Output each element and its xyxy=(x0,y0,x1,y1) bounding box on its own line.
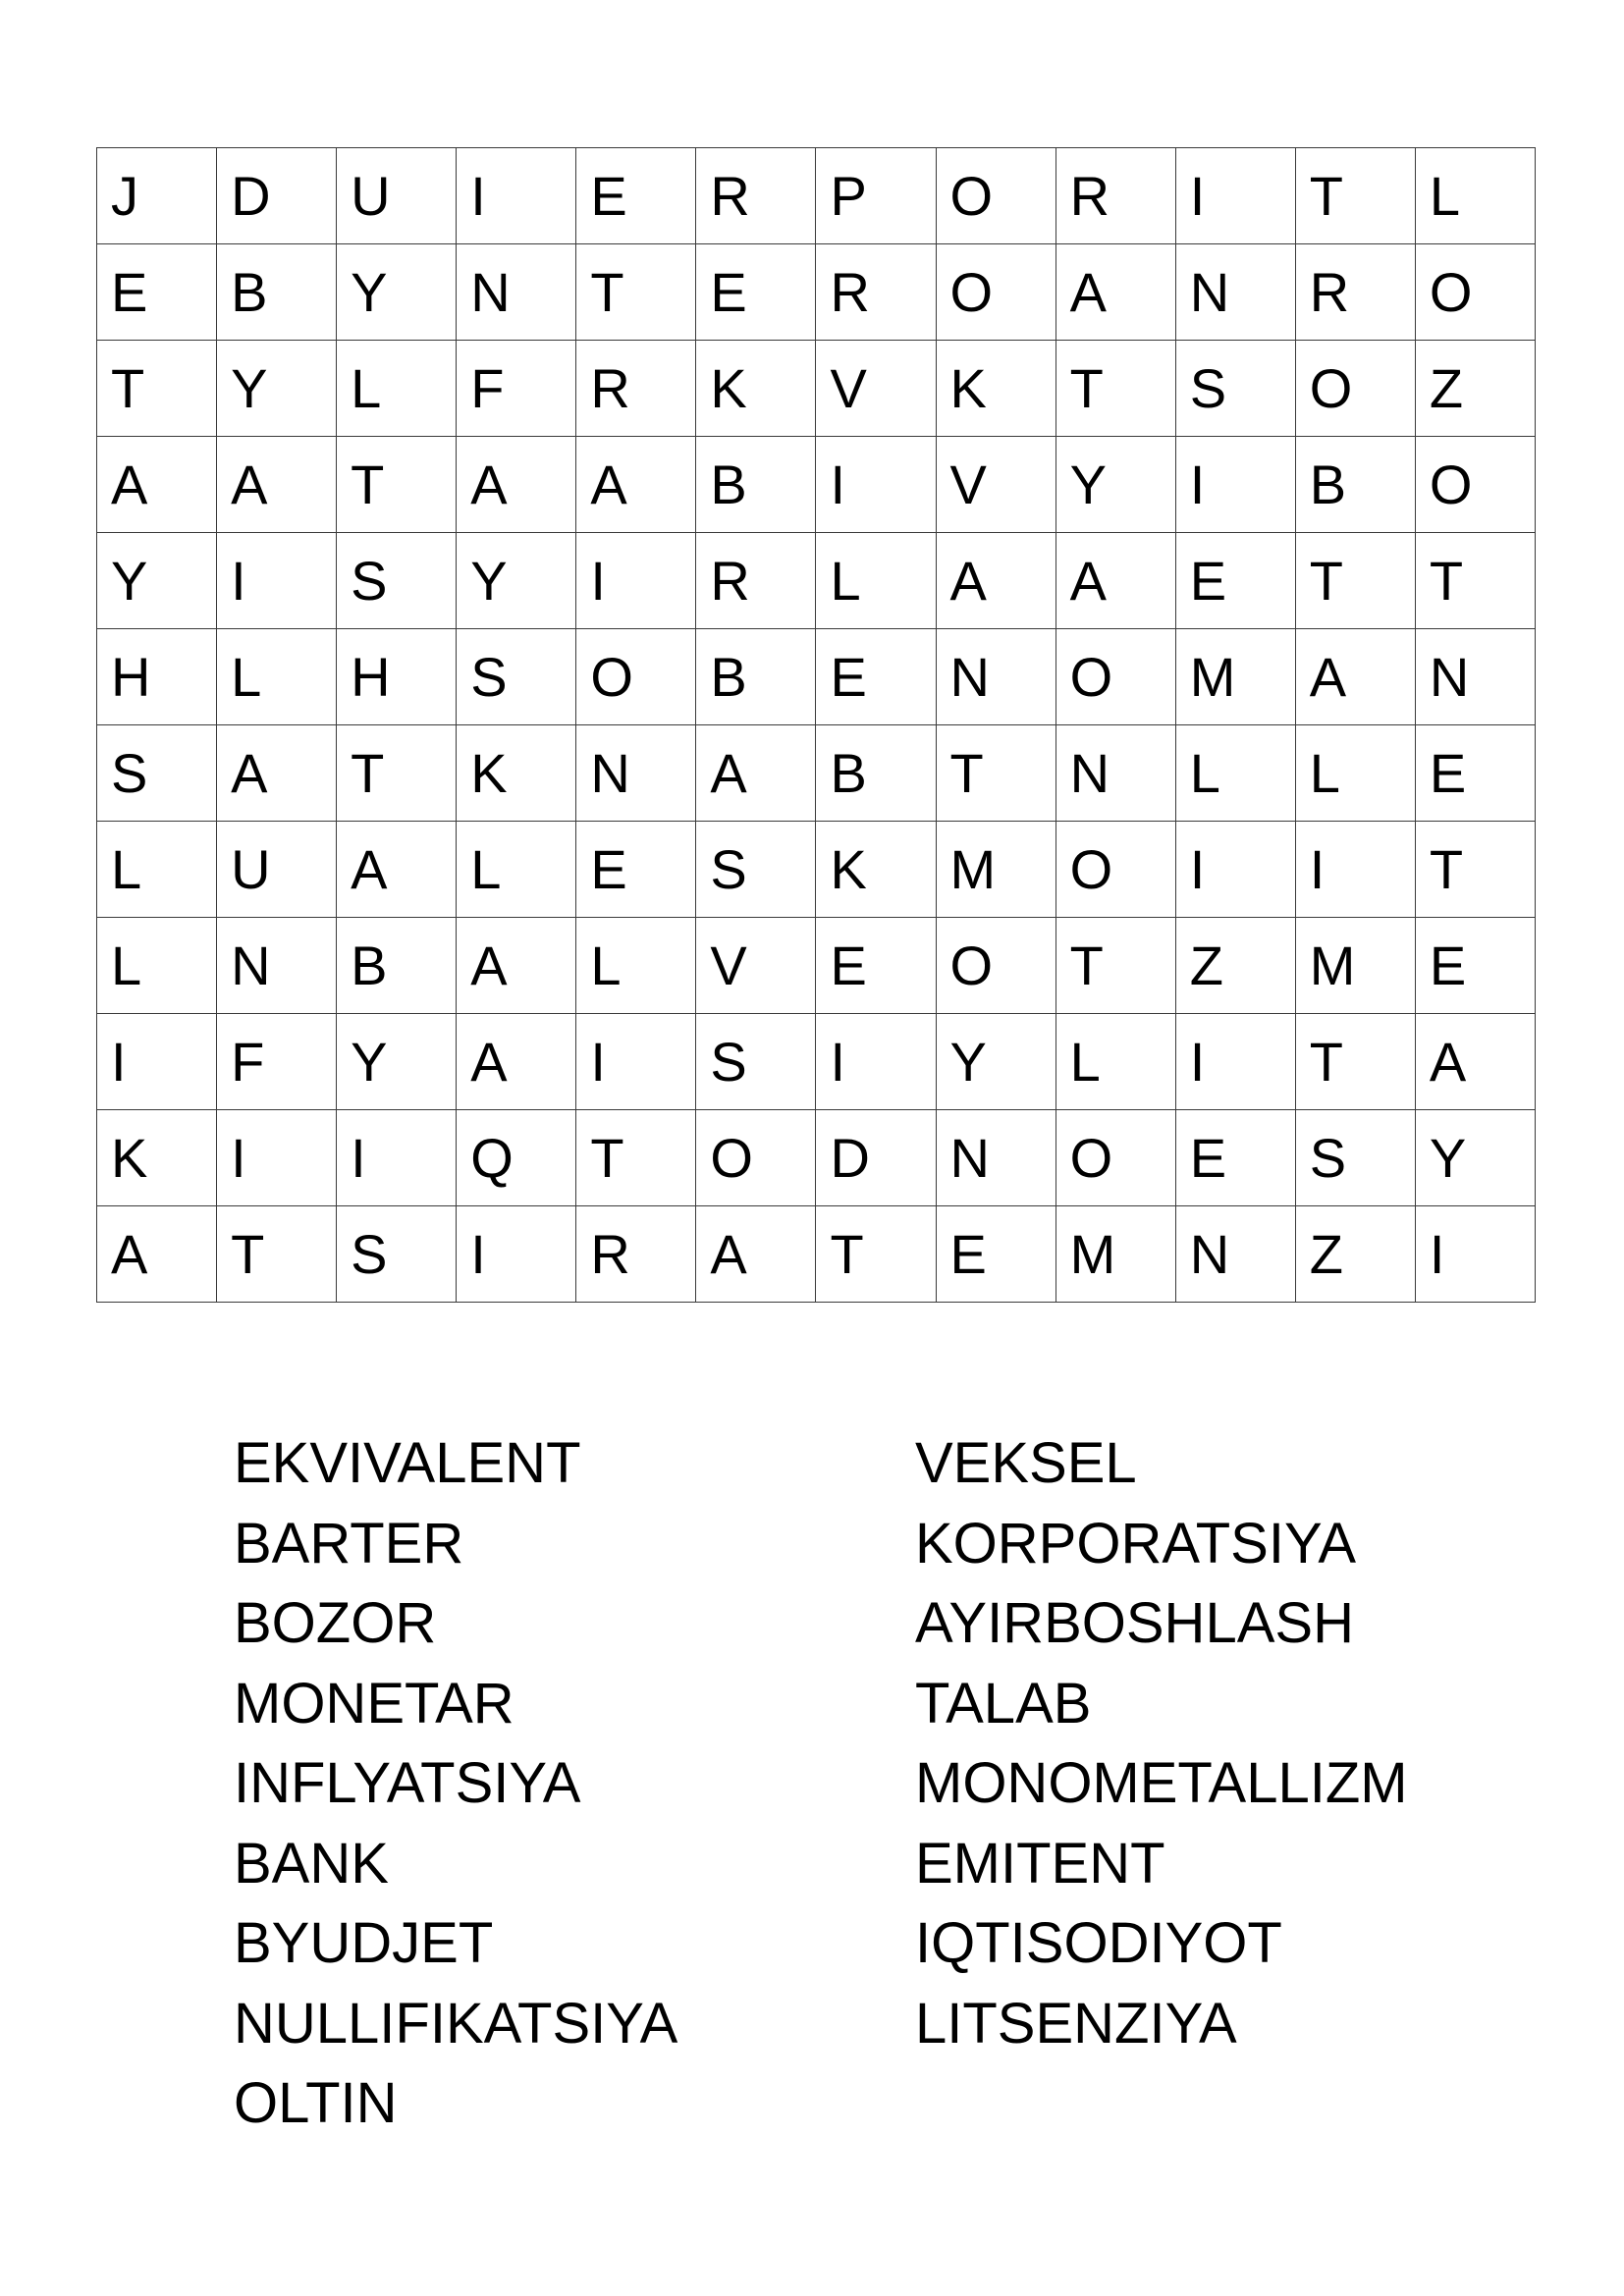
grid-cell: L xyxy=(576,918,696,1014)
grid-cell: Y xyxy=(97,533,217,629)
grid-cell: K xyxy=(97,1110,217,1206)
word-list-item: BOZOR xyxy=(234,1591,437,1655)
grid-cell: K xyxy=(936,341,1056,437)
grid-cell: T xyxy=(576,1110,696,1206)
word-search-grid xyxy=(96,147,1536,1303)
grid-cell: A xyxy=(936,533,1056,629)
grid-cell: L xyxy=(337,341,457,437)
grid-cell: I xyxy=(1415,1206,1535,1303)
grid-cell: Y xyxy=(1056,437,1175,533)
grid-cell: B xyxy=(696,629,816,725)
grid-cell: Y xyxy=(337,1014,457,1110)
grid-cell: N xyxy=(576,725,696,822)
grid-cell: I xyxy=(1295,822,1415,918)
word-list-item: KORPORATSIYA xyxy=(915,1511,1357,1575)
grid-cell: O xyxy=(1056,629,1175,725)
grid-cell: A xyxy=(1056,244,1175,341)
grid-row xyxy=(97,725,1536,822)
grid-cell: D xyxy=(816,1110,936,1206)
grid-cell: I xyxy=(1175,1014,1295,1110)
grid-cell: N xyxy=(1056,725,1175,822)
grid-cell: I xyxy=(217,533,337,629)
word-list-item: VEKSEL xyxy=(915,1431,1137,1495)
word-list-item: MONOMETALLIZM xyxy=(915,1751,1408,1815)
grid-cell: J xyxy=(97,148,217,244)
grid-row xyxy=(97,918,1536,1014)
word-list-item: IQTISODIYOT xyxy=(915,1911,1282,1975)
grid-cell: E xyxy=(1175,1110,1295,1206)
grid-cell: T xyxy=(1056,918,1175,1014)
grid-cell: N xyxy=(1175,244,1295,341)
grid-cell: L xyxy=(1175,725,1295,822)
grid-cell: K xyxy=(457,725,576,822)
grid-cell: I xyxy=(457,148,576,244)
word-list-item: NULLIFIKATSIYA xyxy=(234,1991,678,2056)
grid-cell: S xyxy=(337,1206,457,1303)
grid-cell: A xyxy=(337,822,457,918)
grid-cell: T xyxy=(816,1206,936,1303)
grid-cell: S xyxy=(97,725,217,822)
grid-cell: Y xyxy=(936,1014,1056,1110)
grid-row xyxy=(97,148,1536,244)
grid-row xyxy=(97,629,1536,725)
word-list-item: INFLYATSIYA xyxy=(234,1751,581,1815)
grid-cell: T xyxy=(1056,341,1175,437)
word-list-right xyxy=(915,1423,1408,2063)
grid-cell: Z xyxy=(1175,918,1295,1014)
grid-cell: N xyxy=(1175,1206,1295,1303)
grid-cell: O xyxy=(1056,822,1175,918)
grid-cell: O xyxy=(576,629,696,725)
grid-cell: N xyxy=(936,1110,1056,1206)
grid-cell: F xyxy=(457,341,576,437)
grid-cell: I xyxy=(1175,437,1295,533)
grid-cell: R xyxy=(576,341,696,437)
grid-cell: A xyxy=(97,1206,217,1303)
grid-cell: S xyxy=(1295,1110,1415,1206)
grid-cell: Z xyxy=(1415,341,1535,437)
grid-cell: R xyxy=(816,244,936,341)
grid-cell: N xyxy=(1415,629,1535,725)
word-list-left xyxy=(234,1423,677,2144)
grid-cell: S xyxy=(696,822,816,918)
grid-cell: D xyxy=(217,148,337,244)
grid-cell: A xyxy=(696,725,816,822)
grid-cell: A xyxy=(1056,533,1175,629)
grid-cell: A xyxy=(1415,1014,1535,1110)
grid-cell: B xyxy=(696,437,816,533)
grid-cell: I xyxy=(816,437,936,533)
word-list-item: BYUDJET xyxy=(234,1911,494,1975)
grid-cell: T xyxy=(1295,148,1415,244)
grid-cell: L xyxy=(97,822,217,918)
grid-cell: S xyxy=(1175,341,1295,437)
word-list-item: BANK xyxy=(234,1831,389,1896)
grid-cell: I xyxy=(816,1014,936,1110)
grid-cell: R xyxy=(576,1206,696,1303)
grid-cell: O xyxy=(1415,244,1535,341)
word-list-item: EKVIVALENT xyxy=(234,1431,581,1495)
grid-cell: L xyxy=(1056,1014,1175,1110)
grid-cell: R xyxy=(696,533,816,629)
grid-cell: M xyxy=(1175,629,1295,725)
grid-cell: V xyxy=(936,437,1056,533)
grid-cell: O xyxy=(1056,1110,1175,1206)
grid-cell: U xyxy=(217,822,337,918)
grid-cell: I xyxy=(217,1110,337,1206)
grid-cell: A xyxy=(1295,629,1415,725)
grid-cell: M xyxy=(1295,918,1415,1014)
grid-cell: L xyxy=(1415,148,1535,244)
grid-cell: R xyxy=(1295,244,1415,341)
grid-cell: T xyxy=(337,725,457,822)
grid-row xyxy=(97,1014,1536,1110)
grid-cell: T xyxy=(97,341,217,437)
grid-cell: T xyxy=(576,244,696,341)
grid-cell: B xyxy=(1295,437,1415,533)
grid-cell: I xyxy=(576,533,696,629)
grid-cell: O xyxy=(1415,437,1535,533)
grid-cell: E xyxy=(696,244,816,341)
grid-cell: Z xyxy=(1295,1206,1415,1303)
grid-cell: K xyxy=(696,341,816,437)
grid-cell: E xyxy=(936,1206,1056,1303)
grid-cell: A xyxy=(217,725,337,822)
grid-cell: Y xyxy=(1415,1110,1535,1206)
grid-row xyxy=(97,437,1536,533)
grid-cell: E xyxy=(816,918,936,1014)
grid-cell: S xyxy=(337,533,457,629)
grid-cell: T xyxy=(1415,822,1535,918)
grid-cell: I xyxy=(457,1206,576,1303)
word-list-item: EMITENT xyxy=(915,1831,1165,1896)
grid-row xyxy=(97,1206,1536,1303)
grid-cell: N xyxy=(457,244,576,341)
grid-cell: E xyxy=(1415,918,1535,1014)
grid-cell: L xyxy=(97,918,217,1014)
grid-row xyxy=(97,341,1536,437)
grid-cell: R xyxy=(696,148,816,244)
grid-cell: E xyxy=(816,629,936,725)
grid-cell: R xyxy=(1056,148,1175,244)
grid-cell: T xyxy=(1295,1014,1415,1110)
grid-cell: L xyxy=(457,822,576,918)
grid-cell: A xyxy=(217,437,337,533)
grid-cell: A xyxy=(457,437,576,533)
word-list-item: OLTIN xyxy=(234,2071,398,2135)
grid-cell: S xyxy=(457,629,576,725)
grid-cell: M xyxy=(1056,1206,1175,1303)
grid-cell: E xyxy=(576,822,696,918)
grid-cell: T xyxy=(217,1206,337,1303)
grid-cell: A xyxy=(457,1014,576,1110)
grid-cell: P xyxy=(816,148,936,244)
grid-cell: I xyxy=(1175,148,1295,244)
grid-cell: A xyxy=(696,1206,816,1303)
grid-cell: E xyxy=(97,244,217,341)
word-list-item: LITSENZIYA xyxy=(915,1991,1237,2056)
grid-cell: O xyxy=(936,244,1056,341)
grid-row xyxy=(97,822,1536,918)
grid-cell: H xyxy=(337,629,457,725)
grid-cell: L xyxy=(217,629,337,725)
grid-cell: E xyxy=(576,148,696,244)
grid-cell: T xyxy=(337,437,457,533)
grid-cell: I xyxy=(1175,822,1295,918)
grid-cell: M xyxy=(936,822,1056,918)
word-list-item: BARTER xyxy=(234,1511,464,1575)
grid-cell: T xyxy=(1295,533,1415,629)
grid-cell: I xyxy=(576,1014,696,1110)
grid-cell: V xyxy=(696,918,816,1014)
grid-cell: L xyxy=(1295,725,1415,822)
grid-cell: K xyxy=(816,822,936,918)
grid-cell: Y xyxy=(457,533,576,629)
grid-cell: Y xyxy=(337,244,457,341)
grid-cell: Y xyxy=(217,341,337,437)
grid-cell: I xyxy=(337,1110,457,1206)
grid-cell: E xyxy=(1415,725,1535,822)
grid-cell: T xyxy=(936,725,1056,822)
grid-cell: H xyxy=(97,629,217,725)
grid-cell: Q xyxy=(457,1110,576,1206)
grid-cell: I xyxy=(97,1014,217,1110)
grid-cell: A xyxy=(97,437,217,533)
grid-cell: E xyxy=(1175,533,1295,629)
word-list-item: TALAB xyxy=(915,1671,1092,1735)
word-list-item: AYIRBOSHLASH xyxy=(915,1591,1354,1655)
grid-cell: O xyxy=(1295,341,1415,437)
grid-cell: N xyxy=(936,629,1056,725)
grid-cell: O xyxy=(936,148,1056,244)
grid-cell: B xyxy=(337,918,457,1014)
grid-cell: O xyxy=(936,918,1056,1014)
grid-cell: B xyxy=(816,725,936,822)
grid-cell: U xyxy=(337,148,457,244)
grid-row xyxy=(97,244,1536,341)
grid-cell: A xyxy=(576,437,696,533)
grid-cell: L xyxy=(816,533,936,629)
grid-cell: S xyxy=(696,1014,816,1110)
grid-row xyxy=(97,1110,1536,1206)
grid-cell: V xyxy=(816,341,936,437)
grid-cell: F xyxy=(217,1014,337,1110)
grid-row xyxy=(97,533,1536,629)
word-list-item: MONETAR xyxy=(234,1671,514,1735)
grid-cell: N xyxy=(217,918,337,1014)
grid-cell: O xyxy=(696,1110,816,1206)
grid-cell: A xyxy=(457,918,576,1014)
grid-cell: T xyxy=(1415,533,1535,629)
grid-cell: B xyxy=(217,244,337,341)
